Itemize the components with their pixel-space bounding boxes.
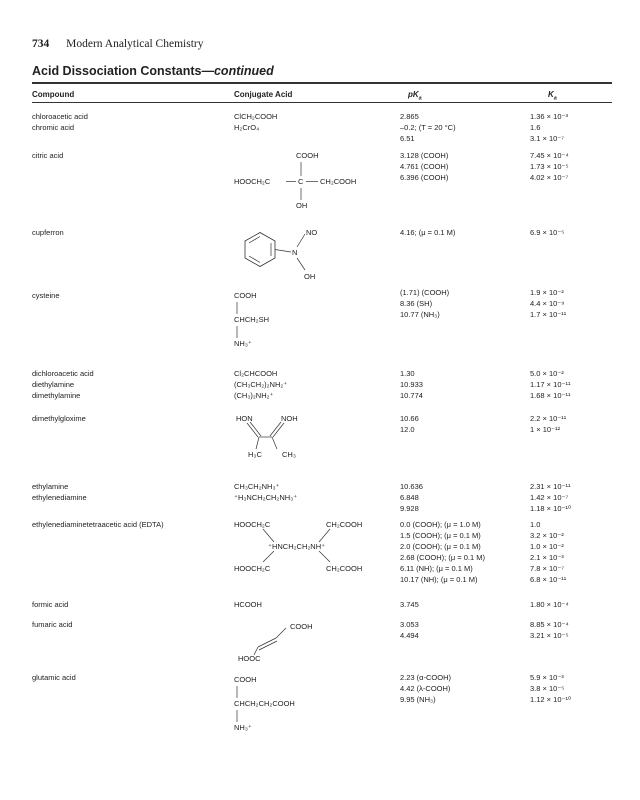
pka-value: (1.71) (COOH): [400, 288, 450, 297]
compound-name: fumaric acid: [32, 620, 73, 629]
ka-value: 1.9 × 10⁻²: [530, 288, 564, 297]
compound-name: chromic acid: [32, 123, 75, 132]
compound-name: cupferron: [32, 228, 64, 237]
pka-value: 2.0 (COOH); (μ = 0.1 M): [400, 542, 481, 551]
ka-value: 1.0: [530, 520, 541, 529]
pka-value: 4.16; (μ = 0.1 M): [400, 228, 456, 237]
formula: OH: [296, 201, 308, 210]
formula: HCOOH: [234, 600, 262, 609]
benzene-ring-icon: [234, 225, 324, 285]
ka-value: 5.0 × 10⁻²: [530, 369, 564, 378]
ka-value: 2.1 × 10⁻³: [530, 553, 564, 562]
table-title: Acid Dissociation Constants—continued: [32, 64, 274, 78]
pka-value: 3.745: [400, 600, 419, 609]
formula: CH₃CH₂NH₃⁺: [234, 482, 280, 491]
pka-value: 4.761 (COOH): [400, 162, 449, 171]
ka-value: 7.45 × 10⁻⁴: [530, 151, 569, 160]
pka-value: 10.17 (NH); (μ = 0.1 M): [400, 575, 478, 584]
compound-name: dimethylamine: [32, 391, 81, 400]
cysteine-bonds: [234, 290, 254, 350]
ka-value: 3.21 × 10⁻⁵: [530, 631, 569, 640]
pka-value: 6.848: [400, 493, 419, 502]
ka-value: 2.2 × 10⁻¹¹: [530, 414, 567, 423]
ka-value: 1.80 × 10⁻⁴: [530, 600, 569, 609]
pka-value: 6.51: [400, 134, 415, 143]
pka-value: 6.11 (NH); (μ = 0.1 M): [400, 564, 473, 573]
formula: COOH: [296, 151, 319, 160]
pka-value: 6.396 (COOH): [400, 173, 449, 182]
formula: ⁺H₃NCH₂CH₂NH₃⁺: [234, 493, 298, 502]
ka-value: 5.9 × 10⁻³: [530, 673, 564, 682]
header-pka: $pK_a$: [408, 90, 422, 102]
ka-value: 1.7 × 10⁻¹¹: [530, 310, 567, 319]
formula: NH₃⁺: [234, 723, 252, 732]
ka-value: 3.2 × 10⁻²: [530, 531, 564, 540]
formula: CH₃: [282, 450, 296, 459]
formula: N: [292, 248, 298, 257]
formula: ClCH₂COOH: [234, 112, 278, 121]
ka-value: 6.9 × 10⁻⁵: [530, 228, 565, 237]
header-conjugate: Conjugate Acid: [234, 90, 293, 99]
compound-name: glutamic acid: [32, 673, 76, 682]
pka-value: 10.66: [400, 414, 419, 423]
pka-value: 2.865: [400, 112, 419, 121]
compound-name: ethylamine: [32, 482, 69, 491]
ka-value: 4.4 × 10⁻⁹: [530, 299, 565, 308]
compound-name: diethylamine: [32, 380, 75, 389]
header-compound: Compound: [32, 90, 75, 99]
compound-name: citric acid: [32, 151, 64, 160]
compound-name: ethylenediamine: [32, 493, 87, 502]
page-header: [32, 38, 203, 50]
edta-bonds: [234, 519, 364, 574]
formula: HON: [236, 414, 253, 423]
formula: HOOC: [238, 654, 261, 663]
pka-value: 9.928: [400, 504, 419, 513]
pka-value: 10.636: [400, 482, 423, 491]
pka-value: 10.77 (NH₃): [400, 310, 440, 319]
pka-value: 12.0: [400, 425, 415, 434]
ka-value: 1.17 × 10⁻¹¹: [530, 380, 571, 389]
ka-value: 4.02 × 10⁻⁷: [530, 173, 569, 182]
ka-value: 2.31 × 10⁻¹¹: [530, 482, 571, 491]
ka-value: 1.68 × 10⁻¹¹: [530, 391, 571, 400]
compound-name: cysteine: [32, 291, 60, 300]
ka-value: 6.8 × 10⁻¹¹: [530, 575, 567, 584]
formula: CHCH₂CH₂COOH: [234, 699, 295, 708]
ka-value: 1.42 × 10⁻⁷: [530, 493, 569, 502]
header-rule: [32, 102, 612, 103]
pka-value: 2.68 (COOH); (μ = 0.1 M): [400, 553, 485, 562]
formula: (CH₃)₂NH₂⁺: [234, 391, 274, 400]
ka-value: 8.85 × 10⁻⁴: [530, 620, 569, 629]
glutamic-bonds: [234, 674, 254, 734]
page-number: 734: [32, 38, 50, 50]
ka-value: 1.73 × 10⁻⁵: [530, 162, 569, 171]
pka-value: 3.128 (COOH): [400, 151, 449, 160]
pka-value: 2.23 (α-COOH): [400, 673, 452, 682]
ka-value: 3.8 × 10⁻⁵: [530, 684, 565, 693]
pka-value: 10.933: [400, 380, 423, 389]
formula: CH₂COOH: [320, 177, 357, 186]
formula: Cl₂CHCOOH: [234, 369, 278, 378]
fumaric-bonds: [234, 619, 304, 659]
dimethylglyoxime-bonds: [234, 413, 314, 453]
ka-value: 1.6: [530, 123, 541, 132]
formula: OH: [304, 272, 316, 281]
pka-value: 9.95 (NH₃): [400, 695, 436, 704]
formula: H₂CrO₄: [234, 123, 260, 132]
pka-value: 1.30: [400, 369, 415, 378]
ka-value: 7.8 × 10⁻⁷: [530, 564, 564, 573]
ka-value: 3.1 × 10⁻⁷: [530, 134, 564, 143]
pka-value: 3.053: [400, 620, 419, 629]
formula: CH₂COOH: [326, 564, 363, 573]
ka-value: 1.0 × 10⁻²: [530, 542, 564, 551]
top-rule: [32, 82, 612, 84]
pka-value: 10.774: [400, 391, 423, 400]
pka-value: 4.42 (λ-COOH): [400, 684, 451, 693]
compound-name: formic acid: [32, 600, 69, 609]
pka-value: 1.5 (COOH); (μ = 0.1 M): [400, 531, 481, 540]
formula: HOOCH₂C: [234, 177, 271, 186]
formula: H₃C: [248, 450, 262, 459]
ka-value: 1.36 × 10⁻³: [530, 112, 568, 121]
formula: CH₂COOH: [326, 520, 363, 529]
header-ka: $K_a$: [548, 90, 557, 102]
formula: HOOCH₂C: [234, 564, 271, 573]
formula: (CH₃CH₂)₂NH₂⁺: [234, 380, 288, 389]
formula: COOH: [234, 675, 257, 684]
ka-value: 1.18 × 10⁻¹⁰: [530, 504, 571, 513]
formula: COOH: [290, 622, 313, 631]
citric-bonds: [234, 150, 357, 210]
formula: NO: [306, 228, 318, 237]
formula: ⁺HNCH₂CH₂NH⁺: [268, 542, 326, 551]
formula: NOH: [281, 414, 298, 423]
pka-value: 8.36 (SH): [400, 299, 433, 308]
book-title: Modern Analytical Chemistry: [66, 38, 204, 50]
compound-name: dimethylgloxime: [32, 414, 86, 423]
compound-name: ethylenediaminetetraacetic acid (EDTA): [32, 520, 164, 529]
pka-value: 0.0 (COOH); (μ = 1.0 M): [400, 520, 481, 529]
pka-value: 4.494: [400, 631, 419, 640]
formula: NH₃⁺: [234, 339, 252, 348]
pka-value: –0.2; (T = 20 °C): [400, 123, 456, 132]
ka-value: 1 × 10⁻¹²: [530, 425, 561, 434]
formula: HOOCH₂C: [234, 520, 271, 529]
ka-value: 1.12 × 10⁻¹⁰: [530, 695, 571, 704]
compound-name: chloroacetic acid: [32, 112, 88, 121]
formula: COOH: [234, 291, 257, 300]
formula: CHCH₂SH: [234, 315, 269, 324]
compound-name: dichloroacetic acid: [32, 369, 94, 378]
formula: C: [298, 177, 304, 186]
